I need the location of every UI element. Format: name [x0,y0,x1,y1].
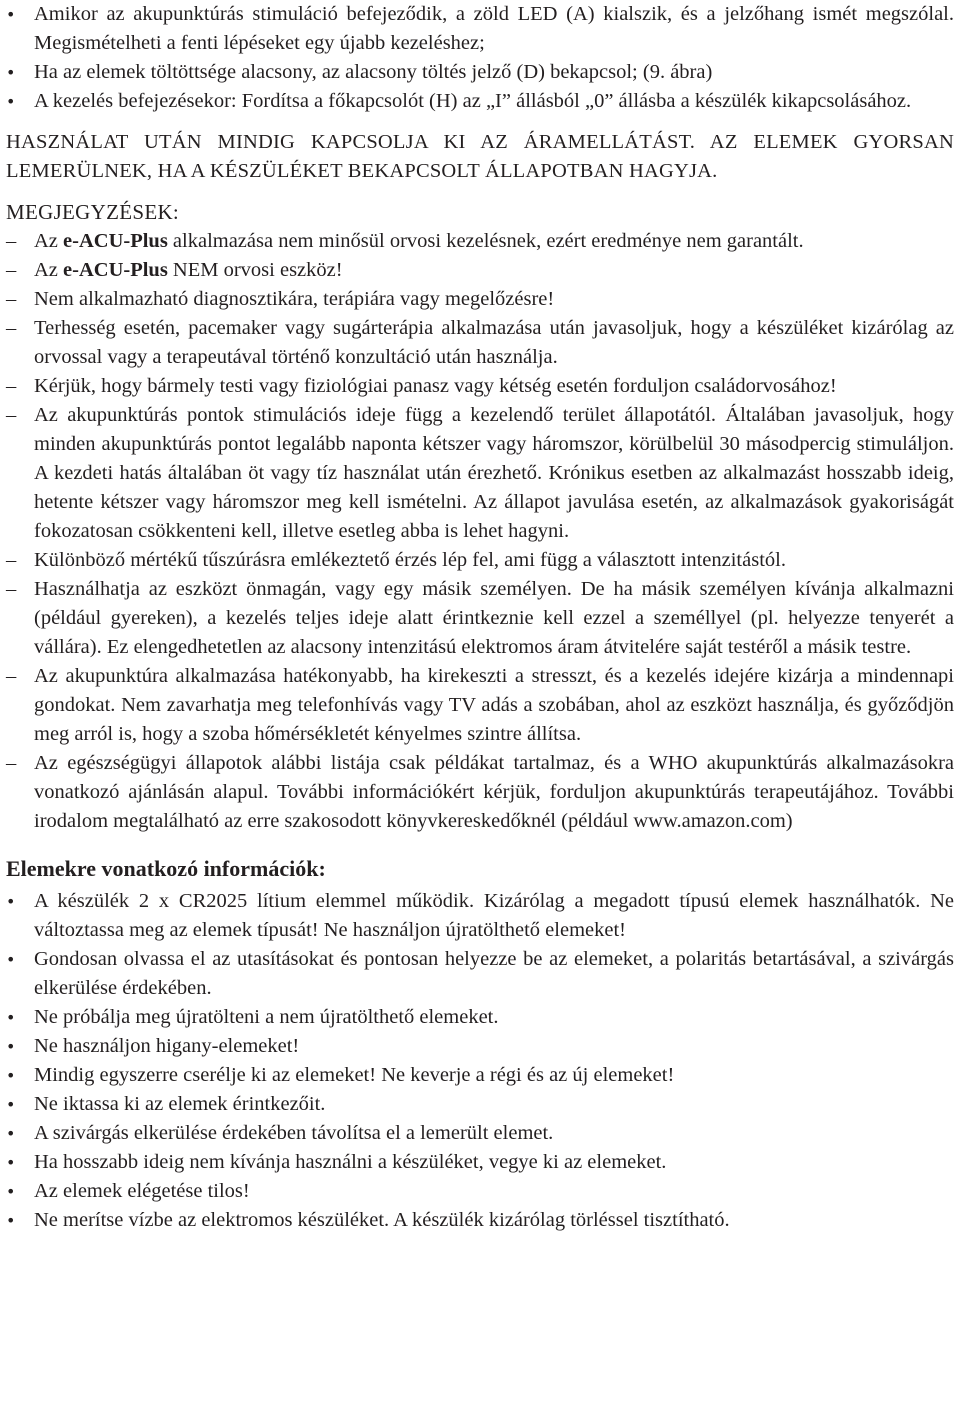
list-item: • A szivárgás elkerülése érdekében távolítsa el a lemerült elemet. [6,1119,954,1148]
list-item: • Ha az elemek töltöttsége alacsony, az alacsony töltés jelző (D) bekapcsol; (9. ábra) [6,58,954,87]
notes-heading: MEGJEGYZÉSEK: [6,200,180,224]
list-item: • Ne próbálja meg újratölteni a nem újratölthető elemeket. [6,1003,954,1032]
list-item: • A készülék 2 x CR2025 lítium elemmel működik. Kizárólag a megadott típusú elemek használhatók. Ne változtassa meg az elemek típusát! Ne használjon újratölthető elemeket! [6,887,954,945]
note-text: alkalmazása nem minősül orvosi kezelésnek, ezért eredménye nem garantált. [167,230,804,252]
power-off-warning: HASZNÁLAT UTÁN MINDIG KAPCSOLJA KI AZ ÁRAMELLÁTÁST. AZ ELEMEK GYORSAN LEMERÜLNEK, HA A KÉSZÜLÉKET BEKAPCSOLT ÁLLAPOTBAN HAGYJA. [6,131,954,182]
list-item: – Különböző mértékű tűszúrásra emlékeztető érzés lép fel, ami függ a választott intenzitástól. [6,546,954,575]
note-text: NEM orvosi eszköz! [167,259,343,281]
list-item: – Használhatja az eszközt önmagán, vagy egy másik személyen. De ha másik személyen kívánja alkalmazni (például gyereken), a kezelés teljes ideje alatt érintkeznie kell ezzel a személlyel (pl. helyezze tenyerét a vállára). Ez elengedhetetlen az alacsony intenzitású elektromos áram átvitelére saját testéről a másik testre. [6,575,954,662]
list-item: – Az egészségügyi állapotok alábbi listája csak példákat tartalmaz, és a WHO akupunktúrás alkalmazásokra vonatkozó ajánlásán alapul. További információkért kérjük, forduljon akupunktúrás terapeutájához. További irodalom megtalálható az erre szakosodott könyvkereskedőknél (például www.amazon.com) [6,749,954,836]
list-item: • Mindig egyszerre cserélje ki az elemeket! Ne keverje a régi és az új elemeket! [6,1061,954,1090]
list-item: • Az elemek elégetése tilos! [6,1177,954,1206]
battery-heading: Elemekre vonatkozó információk: [6,856,326,881]
battery-list [6,887,954,1235]
note-text: Az [34,230,64,252]
list-item: • Amikor az akupunktúrás stimuláció befejeződik, a zöld LED (A) kialszik, és a jelzőhang ismét megszólal. Megismételheti a fenti lépéseket egy újabb kezeléshez; [6,0,954,58]
list-item: • A kezelés befejezésekor: Fordítsa a főkapcsolót (H) az „I” állásból „0” állásba a készülék kikapcsolásához. [6,87,954,116]
list-item: – Kérjük, hogy bármely testi vagy fiziológiai panasz vagy kétség esetén forduljon családorvosához! [6,372,954,401]
list-item: – Nem alkalmazható diagnosztikára, terápiára vagy megelőzésre! [6,285,954,314]
intro-list [6,0,954,116]
list-item: • Gondosan olvassa el az utasításokat és pontosan helyezze be az elemeket, a polaritás betartásával, a szivárgás elkerülése érdekében. [6,945,954,1003]
list-item: • Ne használjon higany-elemeket! [6,1032,954,1061]
list-item: • Ne merítse vízbe az elektromos készüléket. A készülék kizárólag törléssel tisztítható. [6,1206,954,1235]
list-item: – Az akupunktúrás pontok stimulációs ideje függ a kezelendő terület állapotától. Általában javasoljuk, hogy minden akupunktúrás pontot legalább naponta kétszer vagy háromszor, körülbelül 30 másodpercig stimuláljon. A kezdeti hatás általában öt vagy tíz használat után érezhető. Krónikus esetben az alkalmazást hosszabb ideig, hetente kétszer vagy háromszor meg kell ismételni. Az állapot javulása esetén, az alkalmazások gyakoriságát fokozatosan csökkenteni kell, illetve esetleg abba is lehet hagyni. [6,401,954,546]
list-item [6,256,954,285]
list-item: • Ha hosszabb ideig nem kívánja használni a készüléket, vegye ki az elemeket. [6,1148,954,1177]
list-item: – Az akupunktúra alkalmazása hatékonyabb, ha kirekeszti a stresszt, és a kezelés idejére kizárja a mindennapi gondokat. Nem zavarhatja meg telefonhívás vagy TV adás a szobában, ahol az eszközt használja, és győződjön meg arról is, hogy a szoba hőmérsékletét kényelmes szintre állítsa. [6,662,954,749]
list-item: • Ne iktassa ki az elemek érintkezőit. [6,1090,954,1119]
brand-name: e-ACU-Plus [63,259,168,281]
note-text: Az [34,259,64,281]
brand-name: e-ACU-Plus [63,230,168,252]
list-item: – Terhesség esetén, pacemaker vagy sugárterápia alkalmazása után javasoljuk, hogy a készüléket kizárólag az orvossal vagy a terapeutával történő konzultáció után használja. [6,314,954,372]
list-item [6,227,954,256]
notes-list [6,227,954,836]
